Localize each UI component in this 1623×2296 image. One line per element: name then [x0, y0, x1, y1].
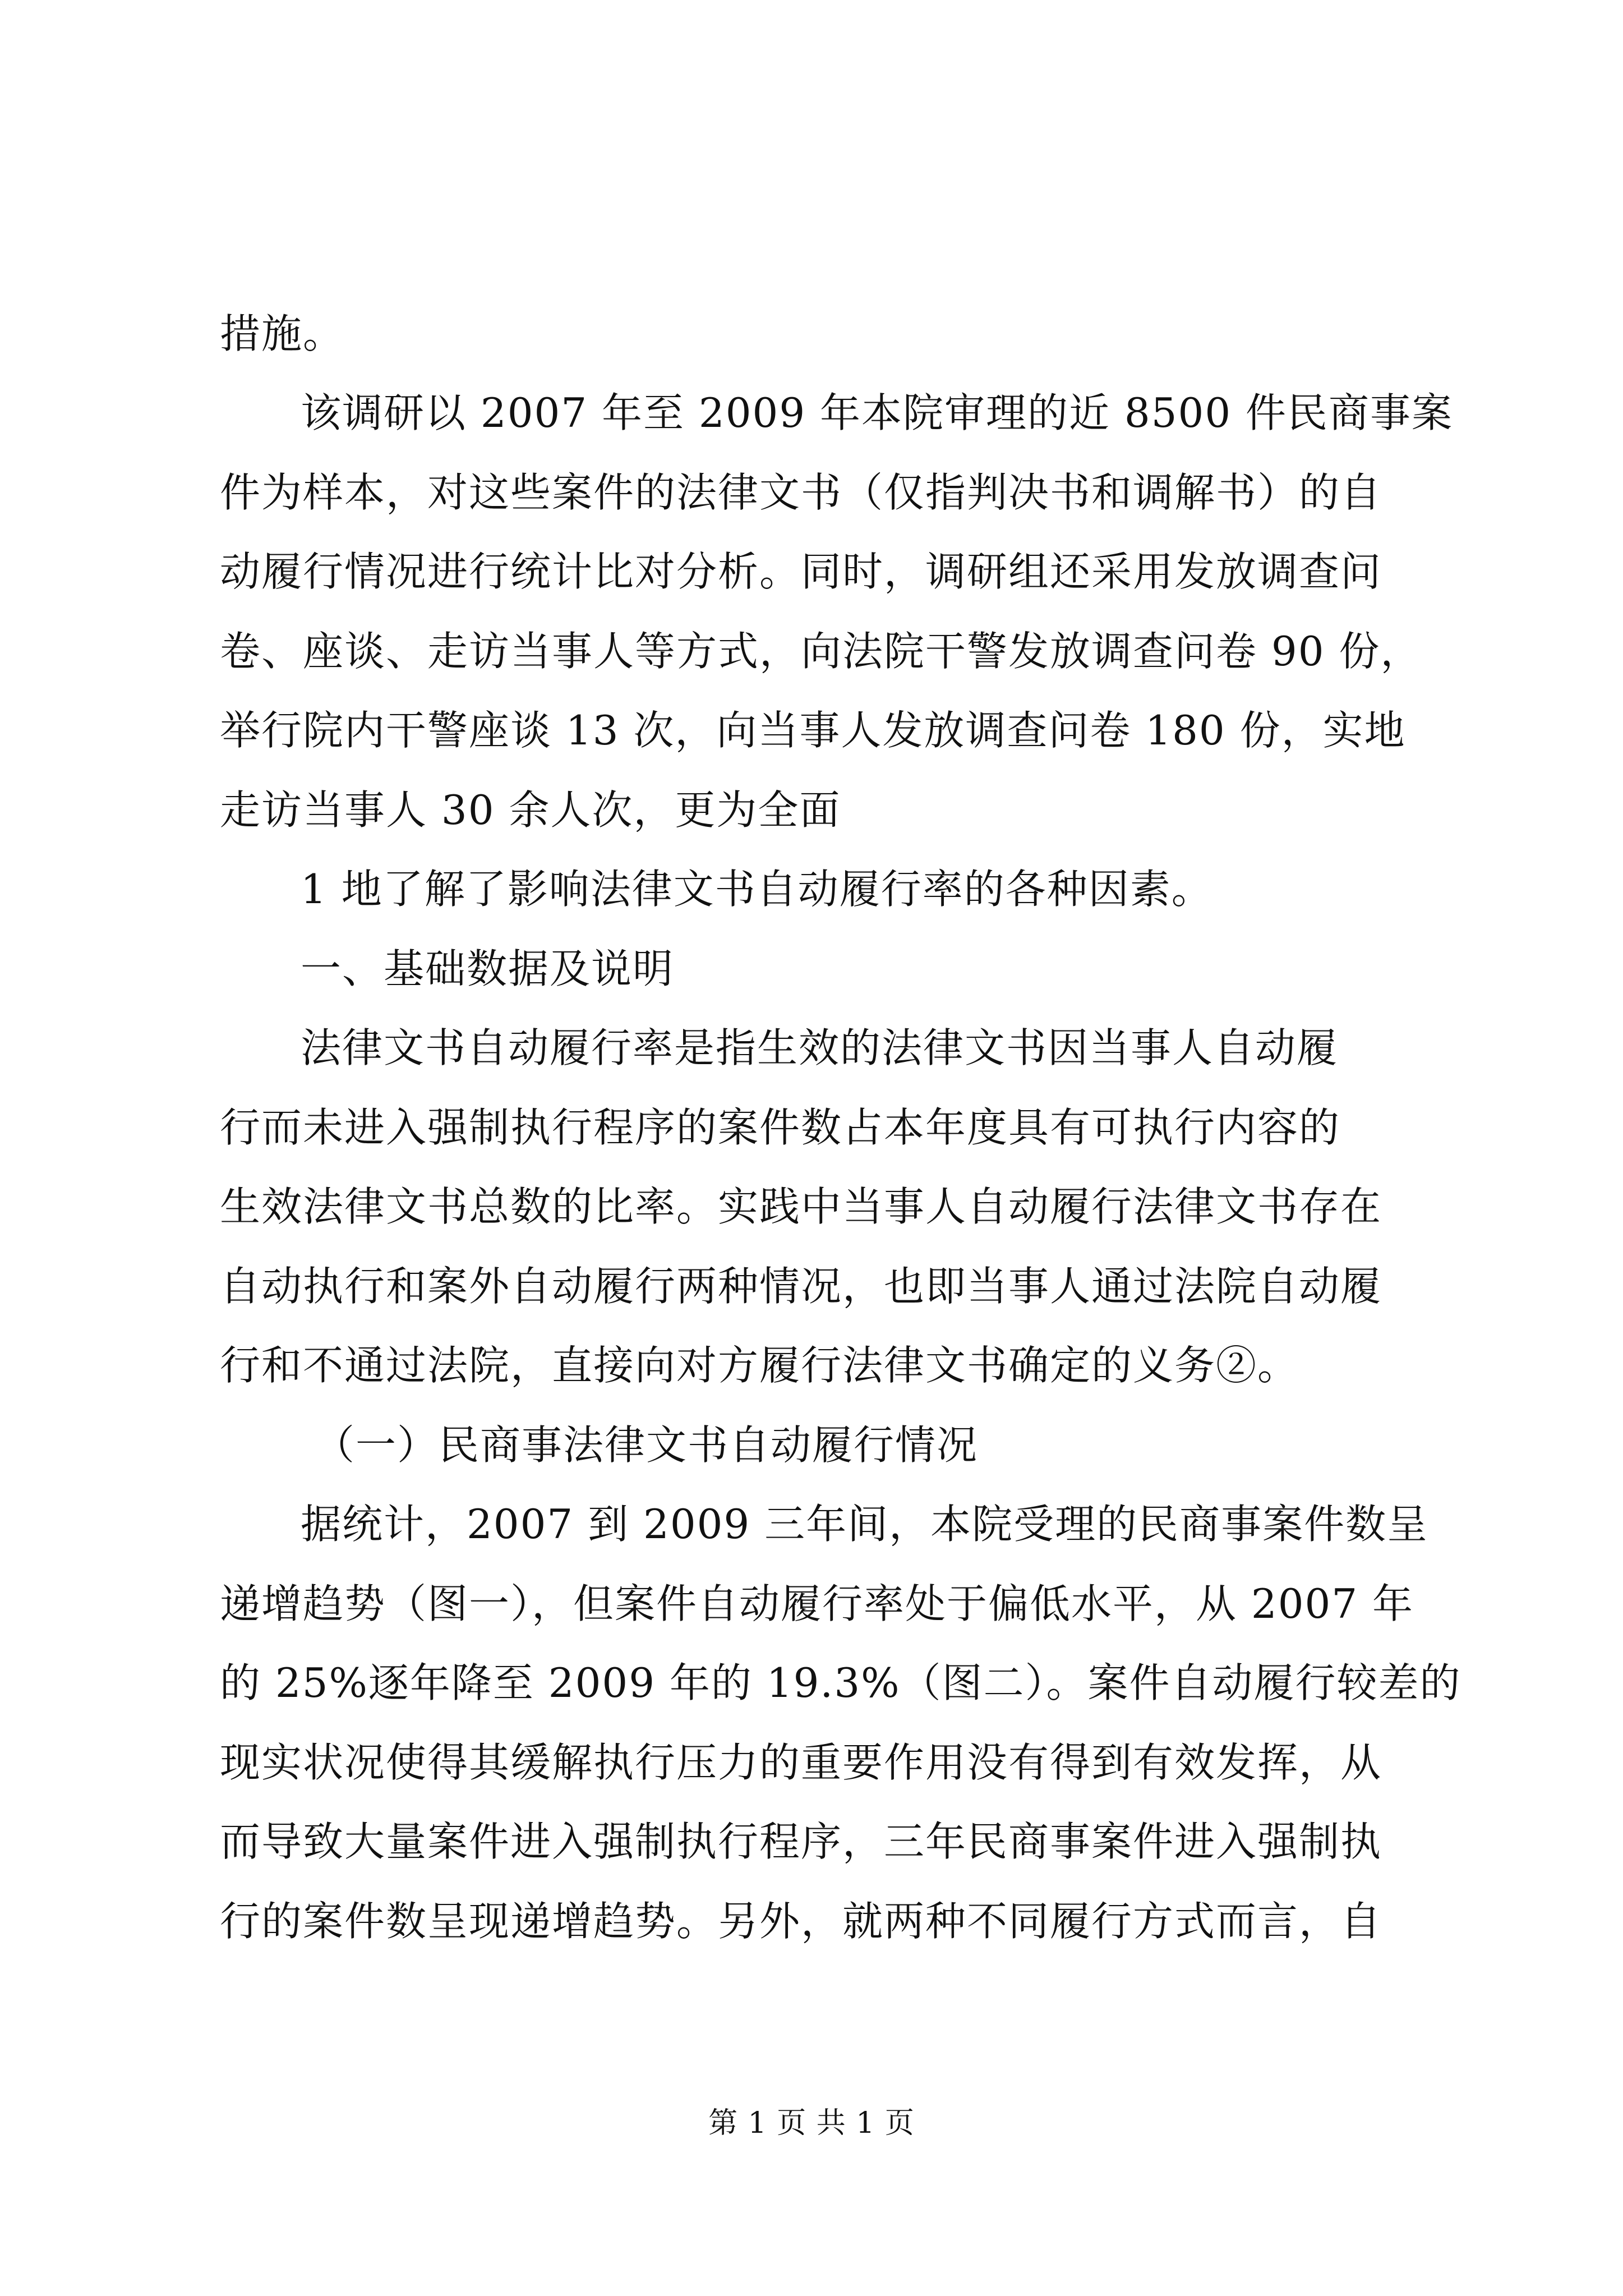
subsection-heading: （一）民商事法律文书自动履行情况 — [314, 1421, 979, 1469]
section-heading: 一、基础数据及说明 — [301, 945, 675, 992]
paragraph-start-line: 据统计，2007 到 2009 三年间，本院受理的民商事案件数呈 — [301, 1501, 1429, 1548]
text-line: 行和不通过法院，直接向对方履行法律文书确定的义务②。 — [220, 1342, 1299, 1389]
paragraph-start-line: 1 地了解了影响法律文书自动履行率的各种因素。 — [301, 866, 1213, 913]
text-line: 卷、座谈、走访当事人等方式，向法院干警发放调查问卷 90 份， — [220, 628, 1422, 675]
paragraph-start-line: 法律文书自动履行率是指生效的法律文书因当事人自动履 — [301, 1024, 1339, 1071]
page-number-footer: 第 1 页 共 1 页 — [708, 2106, 915, 2140]
text-line: 件为样本，对这些案件的法律文书（仅指判决书和调解书）的自 — [220, 469, 1382, 516]
text-line: 行的案件数呈现递增趋势。另外，就两种不同履行方式而言，自 — [220, 1898, 1382, 1945]
text-line: 行而未进入强制执行程序的案件数占本年度具有可执行内容的 — [220, 1104, 1341, 1151]
text-line: 自动执行和案外自动履行两种情况，也即当事人通过法院自动履 — [220, 1263, 1382, 1310]
text-line: 现实状况使得其缓解执行压力的重要作用没有得到有效发挥，从 — [220, 1739, 1382, 1786]
text-line: 递增趋势（图一），但案件自动履行率处于偏低水平，从 2007 年 — [220, 1580, 1414, 1627]
text-line: 动履行情况进行统计比对分析。同时，调研组还采用发放调查问 — [220, 548, 1382, 595]
paragraph-start-line: 该调研以 2007 年至 2009 年本院审理的近 8500 件民商事案 — [301, 389, 1454, 436]
text-line: 举行院内干警座谈 13 次，向当事人发放调查问卷 180 份，实地 — [220, 707, 1406, 754]
text-line: 走访当事人 30 余人次，更为全面 — [220, 786, 841, 834]
text-line: 生效法律文书总数的比率。实践中当事人自动履行法律文书存在 — [220, 1183, 1382, 1230]
text-line: 措施。 — [220, 310, 345, 357]
text-line: 的 25%逐年降至 2009 年的 19.3%（图二）。案件自动履行较差的 — [220, 1659, 1461, 1706]
text-line: 而导致大量案件进入强制执行程序，三年民商事案件进入强制执 — [220, 1818, 1382, 1865]
